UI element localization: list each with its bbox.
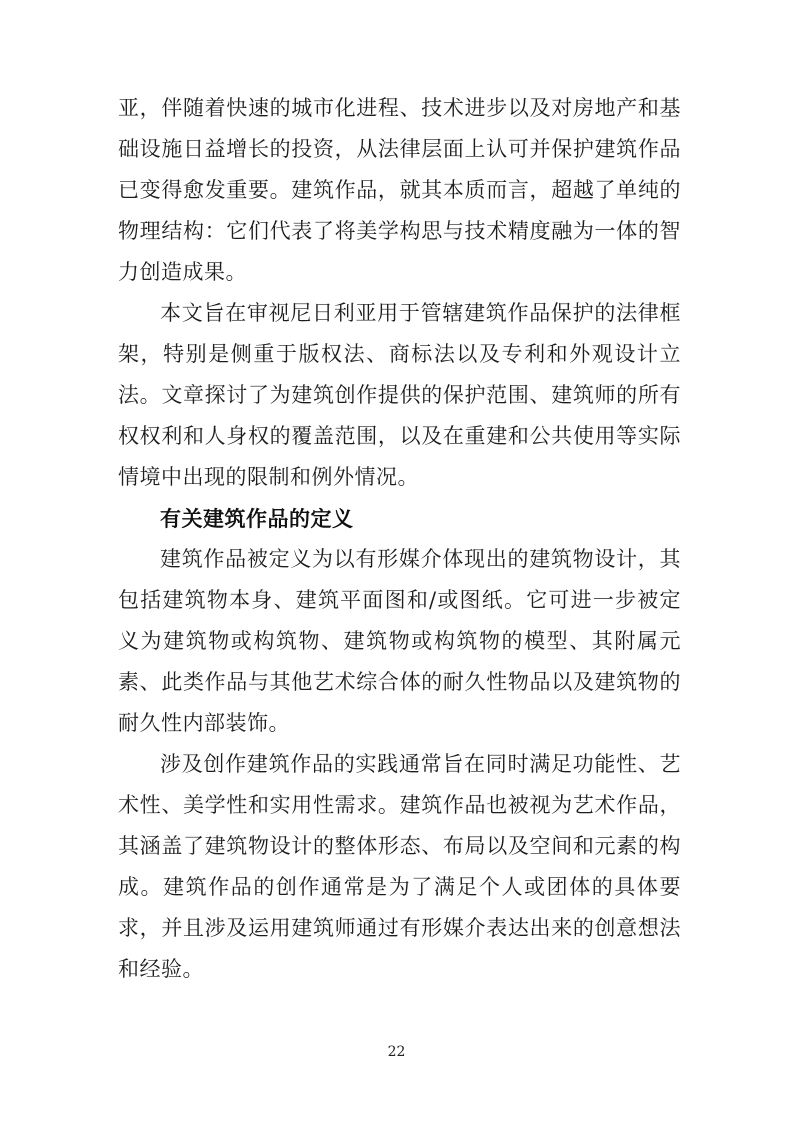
page-number: 22 [387,1044,406,1060]
paragraph-definition: 建筑作品被定义为以有形媒介体现出的建筑物设计，其包括建筑物本身、建筑平面图和/或图纸。它可进一步被定义为建筑物或构筑物、建筑物或构筑物的模型、其附属元素、此类作品与其他艺术综合体的耐久性物品以及建筑物的耐久性内部装饰。 [118,547,681,735]
paragraph-legal-framework: 本文旨在审视尼日利亚用于管辖建筑作品保护的法律框架，特别是侧重于版权法、商标法以及专利和外观设计立法。文章探讨了为建筑创作提供的保护范围、建筑师的所有权权利和人身权的覆盖范围，以及在重建和公共使用等实际情境中出现的限制和例外情况。 [118,301,681,489]
paragraph-practice: 涉及创作建筑作品的实践通常旨在同时满足功能性、艺术性、美学性和实用性需求。建筑作品也被视为艺术作品，其涵盖了建筑物设计的整体形态、布局以及空间和元素的构成。建筑作品的创作通常是为了满足个人或团体的具体要求，并且涉及运用建筑师通过有形媒介表达出来的创意想法和经验。 [118,752,681,981]
section-heading-definition: 有关建筑作品的定义 [160,506,354,531]
paragraph-continued: 亚，伴随着快速的城市化进程、技术进步以及对房地产和基础设施日益增长的投资，从法律层面上认可并保护建筑作品已变得愈发重要。建筑作品，就其本质而言，超越了单纯的物理结构：它们代表了将美学构思与技术精度融为一体的智力创造成果。 [118,96,681,284]
page-content [118,88,681,990]
